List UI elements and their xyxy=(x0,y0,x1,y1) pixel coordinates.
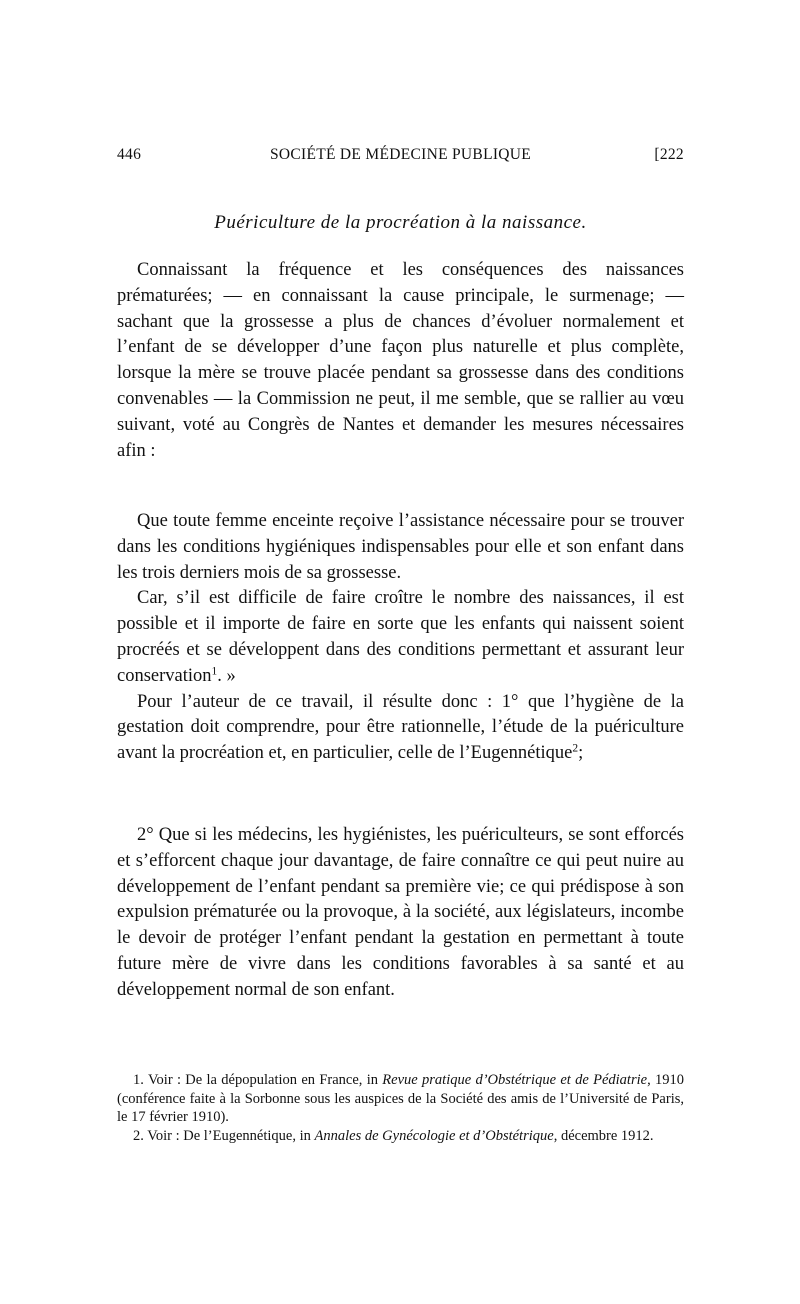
running-title: SOCIÉTÉ DE MÉDECINE PUBLIQUE xyxy=(269,146,532,163)
footnote-1-mark: 1. xyxy=(133,1072,144,1088)
paragraph-author-text: Pour l’auteur de ce travail, il résulte donc : 1° que l’hygiène de la gestation doit comprendre, pour être rationnelle, l’étude de la puériculture avant la procréation et, en particulier, celle de l’Eugennétique xyxy=(117,691,684,764)
footnote-ref-2[interactable]: 2 xyxy=(572,742,579,755)
footnote-2-journal: Annales de Gynécologie et d’Obstétrique xyxy=(314,1127,554,1144)
footnote-1-text-a: Voir : De la dépopulation en France, in xyxy=(147,1072,383,1088)
bracket-page-reference: [222 xyxy=(654,146,684,163)
body-block-second-point xyxy=(117,823,684,1004)
paragraph-author-end: ; xyxy=(578,743,584,764)
paragraph-births-end: . » xyxy=(217,665,236,686)
footnote-1 xyxy=(117,1071,684,1127)
paragraph-resolution: Que toute femme enceinte reçoive l’assistance nécessaire pour se trouver dans les conditions hygiéniques indispensables pour elle et son enfant dans les trois derniers mois de sa grossesse. xyxy=(117,511,684,583)
body-block-resolution xyxy=(117,509,684,767)
footnote-2-text-b: , décembre 1912. xyxy=(553,1127,654,1144)
footnote-1-journal: Revue pratique d’Obstétrique et de Pédiatrie xyxy=(382,1072,648,1088)
footnote-2-mark: 2. xyxy=(133,1127,144,1144)
footnote-2 xyxy=(117,1127,684,1146)
paragraph-births-text: Car, s’il est difficile de faire croître le nombre des naissances, il est possible et il importe de faire en sorte que les enfants qui naissent soient procréés et se développent dans des conditions permettant et assurant leur conservation xyxy=(117,588,684,686)
footnotes xyxy=(117,1071,684,1145)
running-header xyxy=(117,146,684,170)
paragraph-commission: Connaissant la fréquence et les conséquences des naissances prématurées; — en connaissant la cause principale, le surmenage; — sachant que la grossesse a plus de chances d’évoluer normalement et l’enfant de se développer d’une façon plus naturelle et plus complète, lorsque la mère se trouve placée pendant sa grossesse dans des conditions convenables — la Commission ne peut, il me semble, que se rallier au vœu suivant, voté au Congrès de Nantes et demander les mesures nécessaires afin : xyxy=(117,260,684,461)
footnote-2-text-a: Voir : De l’Eugennétique, in xyxy=(147,1127,315,1144)
footnote-1-text-b: , 1910 (conférence faite à la Sorbonne sous les auspices de la Société des amis de l’Université de Paris, le 17 février 1910). xyxy=(117,1072,684,1125)
section-title: Puériculture de la procréation à la naissance. xyxy=(214,212,587,233)
paragraph-second-point: 2° Que si les médecins, les hygiénistes, les puériculteurs, se sont efforcés et s’efforcent chaque jour davantage, de faire connaître ce qui peut nuire au développement de l’enfant pendant sa première vie; ce qui prédispose à son expulsion prématurée ou la provoque, à la société, aux législateurs, incombe le devoir de protéger l’enfant pendant la gestation en permettant à toute future mère de vivre dans les conditions favorables à sa santé et au développement normal de son enfant. xyxy=(117,825,684,1000)
footnote-ref-1[interactable]: 1 xyxy=(211,665,218,678)
body-block-intro xyxy=(117,258,684,464)
paragraph-author-conclusion xyxy=(117,690,684,767)
paragraph-births xyxy=(117,586,684,689)
page-number: 446 xyxy=(117,146,142,163)
